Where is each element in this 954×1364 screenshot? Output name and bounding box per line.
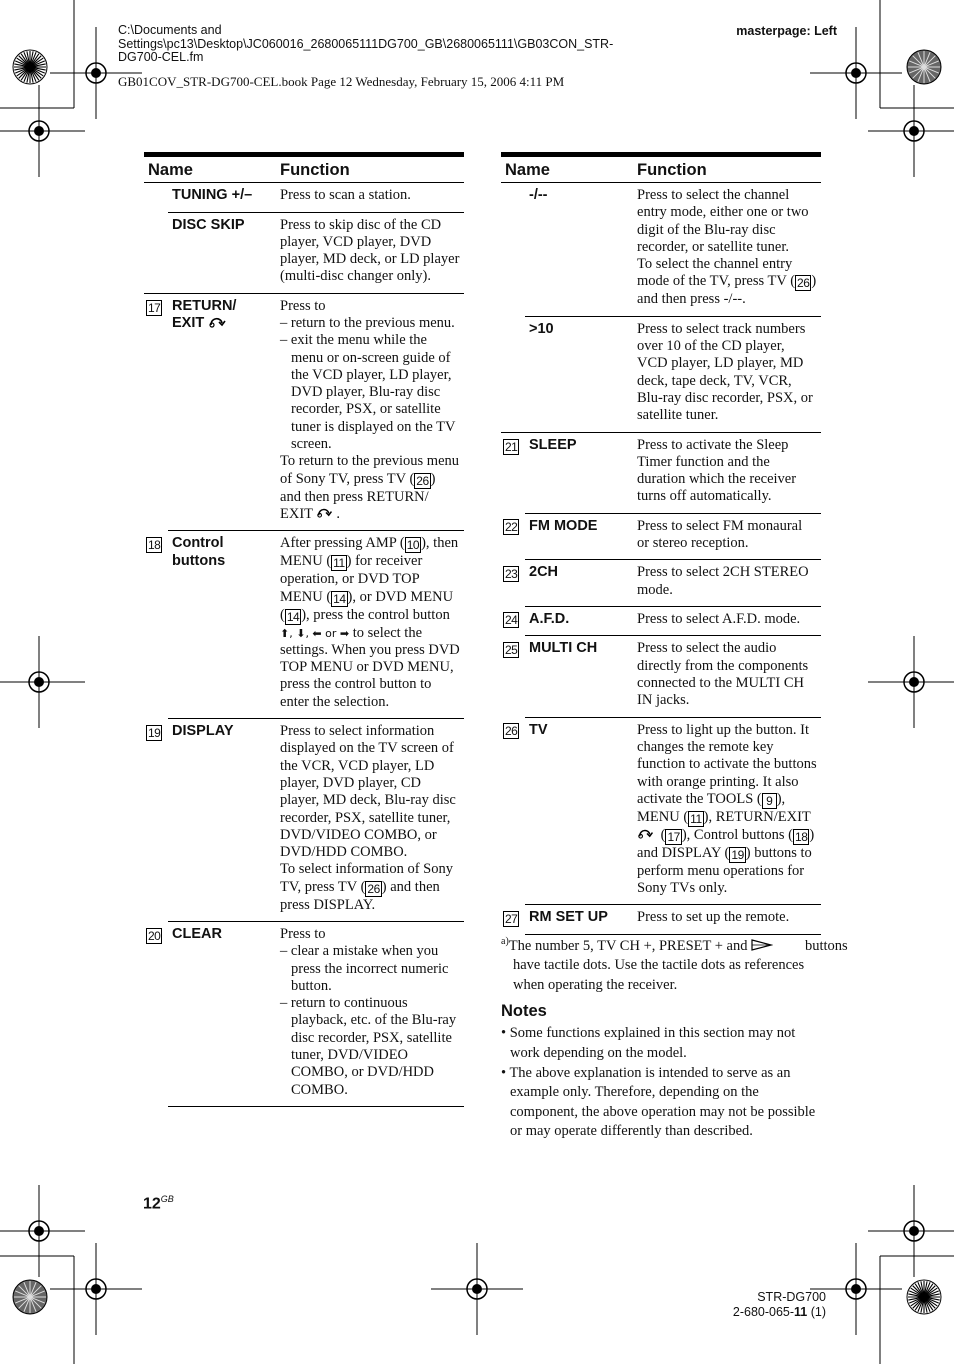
button-name: -/-- [525,183,633,317]
item-number: 18 [148,537,161,552]
item-ref: 17 [667,829,680,844]
button-function: Press to scan a station. [276,183,464,213]
item-number: 27 [505,911,518,926]
button-name: 2CH [525,560,633,607]
left-function-table [144,152,464,1107]
direction-arrows-icon: ⬆, ⬇, ⬅ or ➡ [280,626,350,640]
table-row [501,636,821,717]
masterpage-label: masterpage: Left [736,24,837,38]
return-arrow-icon [208,316,230,328]
table-row [501,432,821,513]
item-ref: 18 [795,829,808,844]
part-number: 2-680-065-11 (1) [732,1305,826,1319]
file-path-line: DG700-CEL.fm [118,50,204,64]
item-ref: 26 [797,276,810,291]
button-function: Press to select the channel entry mode, either one or two digit of the Blu-ray disc recorder, or satellite tuner. To select the channel entry mode of the TV, press TV ( 26 ) and then press -/--. [633,183,821,317]
table-row [144,922,464,1107]
table-row [501,560,821,607]
model-name: STR-DG700 [757,1290,826,1304]
book-info-header: GB01COV_STR-DG700-CEL.book Page 12 Wednesday, February 15, 2006 4:11 PM [118,74,565,89]
file-path-line: Settings\pc13\Desktop\JC060016_2680065111DG700_GB\2680065111\GB03CON_STR- [118,36,614,51]
button-function: Press to – clear a mistake when you press the incorrect numeric button. – return to continuous playback, etc. of the Blu-ray disc recorder, PSX, satellite tuner, DVD/VIDEO COMBO, or DVD/HDD COMBO. [276,922,464,1107]
right-function-table [501,152,821,935]
column-header-name: Name [144,155,276,183]
file-path-line: C:\Documents and [118,23,222,37]
table-row [501,183,821,317]
table-row [144,293,464,531]
table-row [144,719,464,922]
button-function: Press to select the audio directly from the components connected to the MULTI CH IN jacks. [633,636,821,717]
button-name: CLEAR [168,922,276,1107]
button-name: >10 [525,316,633,432]
button-function: Press to select A.F.D. mode. [633,606,821,636]
item-number: 25 [505,642,518,657]
button-name: DISC SKIP [168,212,276,293]
table-row [144,212,464,293]
button-function: Press to select track numbers over 10 of the CD player, VCD player, LD player, MD deck, tape deck, TV, VCR, Blu-ray disc recorder, PSX, or satellite tuner. [633,316,821,432]
list-item: • Some functions explained in this section may not work depending on the model. [501,1025,796,1061]
item-ref: 10 [406,538,420,553]
item-ref: 14 [333,591,346,606]
item-number: 22 [505,520,518,535]
button-function: Press to skip disc of the CD player, VCD player, DVD player, MD deck, or LD player (multi-disc changer only). [276,212,464,293]
button-name: TV [525,717,633,905]
list-item: • The above explanation is intended to serve as an example only. Therefore, depending on the component, the above operation may not be possible or may operate differently than described. [501,1064,816,1139]
model-info [733,1290,826,1320]
button-name: FM MODE [525,513,633,560]
table-row [501,717,821,905]
button-function: Press to – return to the previous menu. – exit the menu while the menu or on-screen guide of the VCD player, LD player, DVD player, Blu-ray disc recorder, PSX, or satellite tuner is displayed on the TV screen. To return to the previous menu of Sony TV, press TV ( 26 ) and then press RETURN/ EXIT . [276,293,464,531]
item-number: 20 [148,928,161,943]
button-name: TUNING +/– [168,183,276,213]
column-header-function: Function [276,155,464,183]
item-number: 21 [505,439,518,454]
button-name: A.F.D. [525,606,633,636]
button-function: Press to set up the remote. [633,905,821,935]
notes-heading: Notes [501,1002,547,1020]
item-ref: 9 [762,793,777,809]
item-ref: 11 [690,811,702,826]
button-function: Press to select FM monaural or stereo reception. [633,513,821,560]
item-ref: 11 [333,556,345,571]
column-header-name: Name [501,155,633,183]
item-number: 17 [148,300,161,315]
play-triangle-icon [751,939,773,951]
button-name: RM SET UP [525,905,633,935]
button-function: Press to activate the Sleep Timer function and the duration which the receiver turns off automatically. [633,432,821,513]
item-ref: 26 [367,881,380,896]
button-name: MULTI CH [525,636,633,717]
table-row [501,606,821,636]
item-number: 23 [505,566,518,581]
return-arrow-icon [637,828,657,839]
table-row [501,316,821,432]
button-function: Press to light up the button. It changes the remote key function to activate the buttons with orange printing. It also activate the TOOLS ( 9 ), MENU ( 11 ), RETURN/EXIT ( 17 ), Control buttons ( 18 ) and DISPLAY ( 19 ) buttons to perform menu operations for Sony TVs only. [633,717,821,905]
button-function: Press to select 2CH STEREO mode. [633,560,821,607]
footnote: $^{a)}$The number 5, TV CH +, PRESET + and buttons have tactile dots. Use the tactile dots as references when operating the receiver. [501,936,848,993]
table-row [144,183,464,213]
page-number: $12^{GB}$ [143,1194,174,1213]
return-arrow-icon [316,507,336,518]
column-header-function: Function [633,155,821,183]
table-row [501,513,821,560]
item-number: 26 [505,724,518,739]
button-name: RETURN/ EXIT [168,293,276,531]
table-row [501,905,821,935]
item-ref: 14 [286,609,300,624]
item-ref: 26 [416,473,429,488]
notes-list [501,1024,827,1142]
button-name: SLEEP [525,432,633,513]
item-number: 24 [505,613,518,628]
table-row [144,531,464,719]
item-ref: 19 [731,847,744,862]
button-name: Control buttons [168,531,276,719]
button-name: DISPLAY [168,719,276,922]
button-function: After pressing AMP ( 10 ), then MENU ( 11 ) for receiver operation, or DVD TOP MENU ( 14 ), or DVD MENU ( 14 ), press the control button ⬆, ⬇, ⬅ or ➡ to select the settings. When you press DVD TOP MENU or DVD MENU, press the control button to enter the selection. [276,531,464,719]
item-number: 19 [148,725,161,740]
footnote-marker: a) [501,936,509,947]
button-function: Press to select information displayed on the TV screen of the VCR, VCD player, LD player, DVD player, CD player, MD deck, Blu-ray disc recorder, PSX, satellite tuner, DVD/VIDEO COMBO, or DVD/HDD COMBO. To select information of Sony TV, press TV ( 26 ) and then press DISPLAY. [276,719,464,922]
